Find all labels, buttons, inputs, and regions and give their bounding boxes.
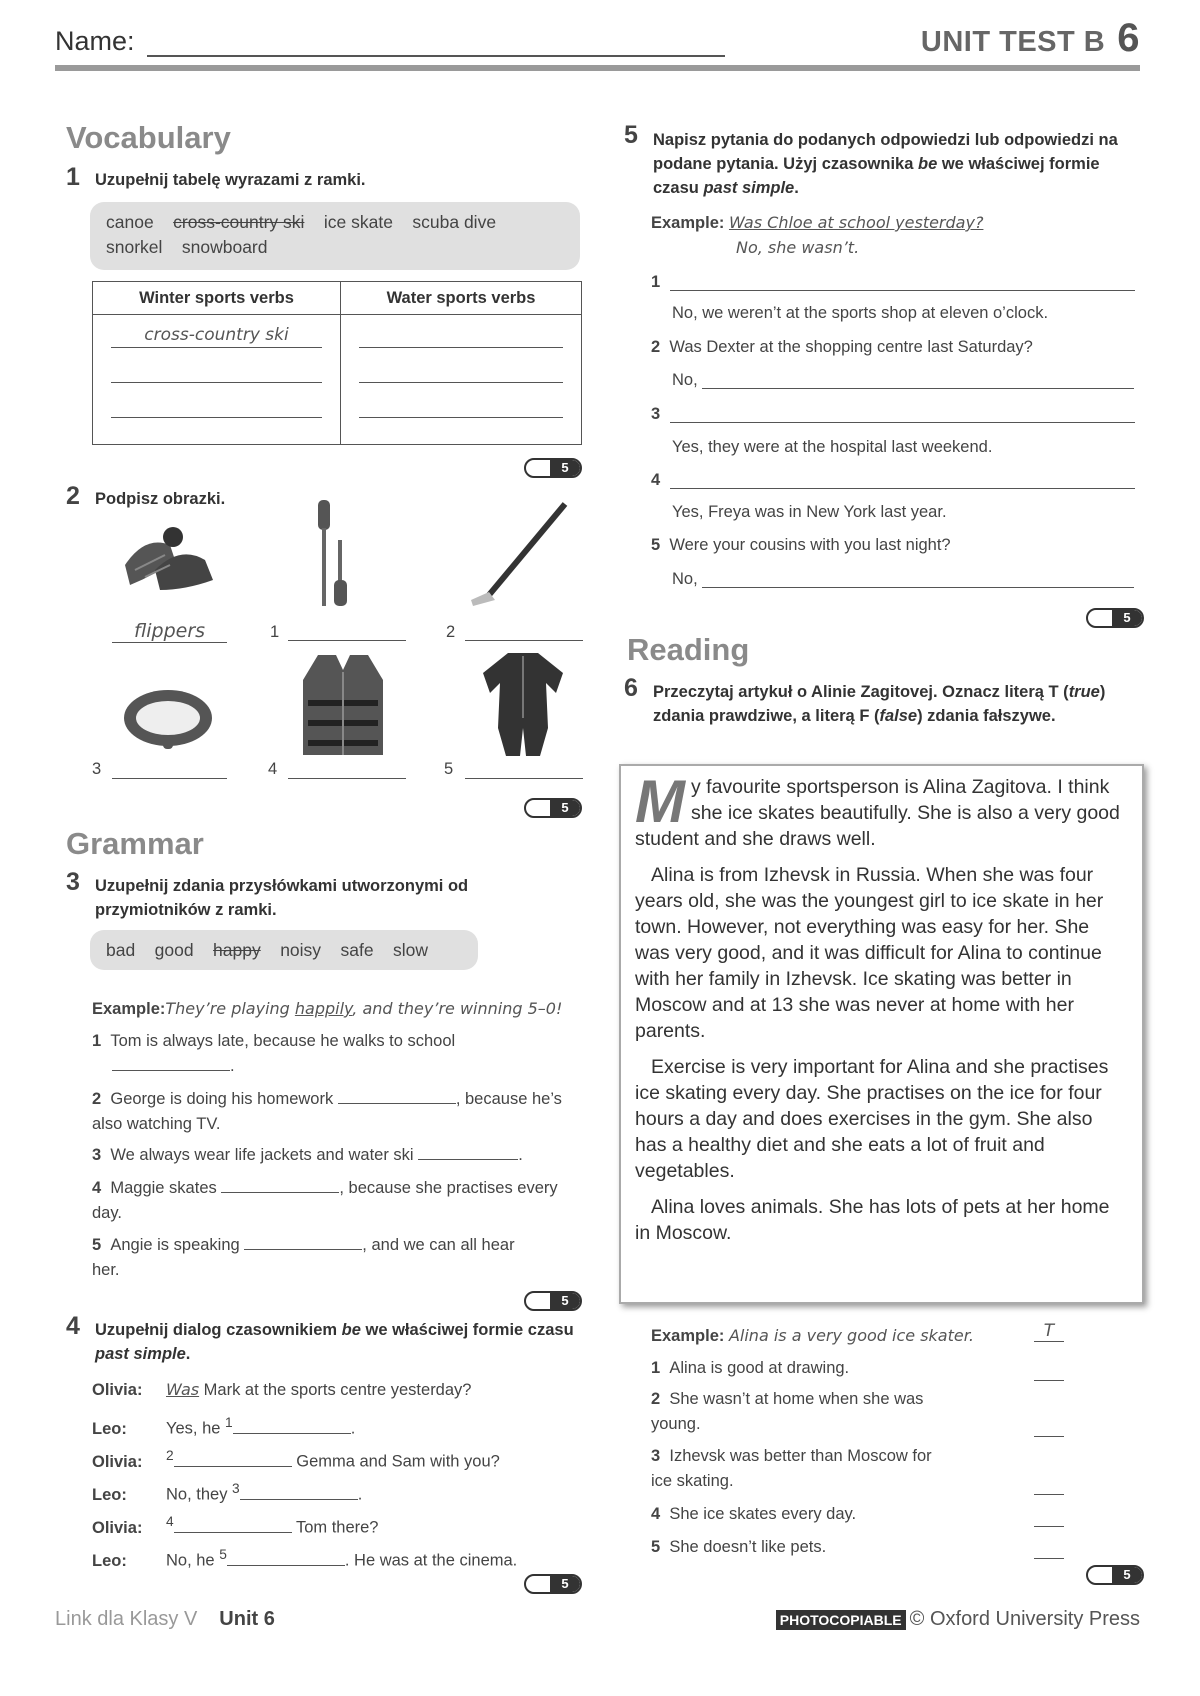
tf-example — [651, 1323, 974, 1349]
section-heading-grammar: Grammar — [66, 826, 204, 861]
hockey-stick-picture — [465, 500, 575, 610]
word-box — [90, 930, 478, 970]
dialog-text: . — [350, 1419, 356, 1438]
grammar-item — [92, 1176, 572, 1226]
answer-blank[interactable] — [418, 1143, 518, 1160]
item-text: She doesn’t like pets. — [669, 1538, 827, 1556]
answer-blank[interactable] — [112, 1054, 230, 1071]
article-paragraph — [635, 768, 1128, 852]
exercise-number: 5 — [624, 121, 638, 149]
picture-label: 4 — [268, 760, 278, 778]
word: snorkel — [106, 237, 163, 257]
dialog-text: Yes, he — [166, 1419, 226, 1438]
dialog-line — [92, 1509, 378, 1541]
item-text: , because he’s also watching TV. — [92, 1090, 562, 1133]
item-number: 2 — [651, 1390, 661, 1408]
item-text: George is doing his homework — [110, 1090, 334, 1108]
answer-line[interactable] — [670, 422, 1135, 423]
example-answer: Was Chloe at school yesterday? — [728, 213, 984, 232]
article-paragraph: Alina loves animals. She has lots of pets at her home in Moscow. — [635, 1196, 1110, 1244]
item-text: She ice skates every day. — [669, 1505, 857, 1523]
example-answer: Was — [166, 1380, 200, 1399]
tf-item — [651, 1356, 849, 1381]
item-number-text: 4 — [651, 471, 661, 489]
word: noisy — [280, 940, 322, 960]
answer-line[interactable] — [359, 325, 563, 348]
answer-line[interactable] — [359, 360, 563, 383]
answer-line[interactable] — [670, 290, 1135, 291]
instruction-text: ) zdania fałszywe. — [917, 707, 1056, 725]
answer-line[interactable] — [670, 488, 1135, 489]
instruction-text: Przeczytaj artykuł o Alinie Zagitovej. Oznacz literą T ( — [653, 683, 1069, 701]
test-title — [921, 16, 1140, 61]
item-number: 3 — [92, 1146, 102, 1164]
item-number — [651, 270, 660, 295]
item-number: 4 — [92, 1179, 102, 1197]
example-answer: happily — [294, 999, 353, 1018]
score-badge — [524, 458, 582, 478]
score-value: 5 — [550, 1576, 580, 1592]
picture-label: 3 — [92, 760, 102, 778]
answer-blank[interactable] — [174, 1450, 292, 1467]
instruction-text: . — [794, 179, 799, 197]
example-text: They’re playing — [165, 999, 295, 1018]
example-answer: flippers — [133, 620, 206, 642]
question-text: Were your cousins with you last night? — [669, 536, 951, 554]
answer-blank[interactable] — [233, 1417, 351, 1434]
speaker: Olivia: — [92, 1381, 143, 1399]
header-rule — [55, 65, 1140, 71]
wetsuit-picture — [478, 648, 568, 763]
item-text: . — [230, 1057, 235, 1075]
score-badge — [524, 798, 582, 818]
word: snowboard — [181, 237, 268, 257]
goggles-picture — [118, 680, 218, 760]
grammar-item — [92, 1233, 542, 1283]
speaker: Leo: — [92, 1551, 127, 1570]
exercise-instruction — [653, 128, 1143, 200]
item-number — [651, 402, 660, 427]
life-jacket-picture — [298, 650, 388, 760]
instruction-text: Uzupełnij dialog czasownikiem — [95, 1321, 342, 1339]
item-number: 5 — [651, 1538, 661, 1556]
score-value: 5 — [550, 1293, 580, 1309]
item-text: Izhevsk was better than Moscow for ice skating. — [651, 1447, 932, 1490]
item-number: 1 — [651, 1359, 661, 1377]
water-column — [341, 315, 582, 445]
dialog-text: No, he — [166, 1551, 220, 1570]
paragraph-text: y favourite sportsperson is Alina Zagitova. I think she ice skates beautifully. She is also a very good student and she draws well. — [635, 776, 1120, 850]
instruction-text: Napisz pytania do podanych odpowiedzi lub odpowiedzi na podane pytania. Użyj czasownika — [653, 131, 1118, 173]
exercise-instruction: Podpisz obrazki. — [95, 490, 226, 508]
dialog-line — [92, 1476, 362, 1508]
score-value: 5 — [1112, 1567, 1142, 1583]
article-paragraph: Alina is from Izhevsk in Russia. When she was four years old, she was the youngest girl to ice skate in her town. However, not everything was easy for her. She was very good, and it was difficult for Alina to continue with her family in Izhevsk. Ice skating was better in Moscow and at 13 she was never at home with her parents. — [635, 864, 1104, 1042]
answer-line[interactable] — [112, 620, 227, 643]
answer-blank[interactable] — [227, 1549, 345, 1566]
gap-number: 4 — [166, 1514, 174, 1529]
item-number: 3 — [651, 1447, 661, 1465]
dialog-line — [92, 1377, 471, 1403]
article-box — [619, 764, 1144, 1304]
tf-item — [651, 1444, 951, 1494]
no-prefix: No, — [672, 371, 698, 389]
answer-line[interactable] — [359, 395, 563, 418]
given-answer: Yes, Freya was in New York last year. — [672, 503, 947, 521]
column-header: Water sports verbs — [341, 282, 582, 315]
dialog-text: . He was at the cinema. — [344, 1551, 518, 1570]
answer-line[interactable] — [112, 778, 227, 779]
sports-verbs-table — [92, 281, 582, 445]
paddles-picture — [300, 500, 370, 610]
article-paragraph: Exercise is very important for Alina and she practises ice skating every day. She practises on the ice for four hours a day and does exercises in the gym. She also has a healthy diet and she eats a lot of fruit and vegetables. — [635, 1056, 1109, 1182]
word: good — [154, 940, 194, 960]
score-badge — [1086, 1565, 1144, 1585]
example-text: , and they’re winning 5–0! — [352, 999, 563, 1018]
given-answer: No, we weren’t at the sports shop at eleven o’clock. — [672, 304, 1049, 322]
word: safe — [340, 940, 374, 960]
instruction-text: past simple — [703, 179, 795, 197]
grammar-item — [92, 1087, 587, 1137]
word-used: cross-country ski — [173, 212, 305, 232]
answer-line[interactable] — [702, 587, 1134, 588]
column-header: Winter sports verbs — [93, 282, 341, 315]
answer-line[interactable] — [111, 325, 322, 348]
footer-course — [55, 1608, 275, 1631]
answer-line[interactable] — [288, 778, 406, 779]
footer-copyright — [776, 1608, 1140, 1631]
example-reply: No, she wasn’t. — [736, 238, 860, 257]
name-field[interactable] — [147, 55, 725, 57]
given-answer: Yes, they were at the hospital last weekend. — [672, 438, 993, 456]
exercise-number: 4 — [66, 1312, 80, 1340]
word: scuba dive — [412, 212, 497, 232]
exercise-number: 1 — [66, 163, 80, 191]
exercise-instruction: Uzupełnij tabelę wyrazami z ramki. — [95, 171, 366, 189]
drop-cap: M — [635, 768, 685, 835]
score-badge — [524, 1574, 582, 1594]
exercise-number: 3 — [66, 868, 80, 896]
tf-answer[interactable] — [1034, 1362, 1064, 1381]
exercise-instruction — [95, 1318, 585, 1366]
score-badge — [524, 1291, 582, 1311]
gap-number: 1 — [225, 1415, 233, 1430]
grammar-item — [92, 1143, 587, 1168]
word: canoe — [106, 212, 154, 232]
answer-line[interactable] — [111, 360, 322, 383]
answer-blank[interactable] — [338, 1087, 456, 1104]
speaker: Leo: — [92, 1419, 127, 1438]
word-box — [90, 202, 580, 270]
section-heading-reading: Reading — [627, 632, 750, 667]
answer-blank[interactable] — [240, 1483, 358, 1500]
unit-label: Unit 6 — [219, 1608, 275, 1630]
dialog-text: Mark at the sports centre yesterday? — [199, 1381, 472, 1399]
test-title-text: UNIT TEST B — [920, 26, 1106, 58]
item-number: 5 — [92, 1236, 102, 1254]
dialog-line — [92, 1410, 355, 1442]
answer-line[interactable] — [111, 395, 322, 418]
item-number — [651, 468, 660, 493]
instruction-text: false — [879, 707, 918, 725]
word: ice skate — [323, 212, 393, 232]
instruction-text: . — [185, 1345, 191, 1363]
exercise-instruction: Uzupełnij zdania przysłówkami utworzonymi od przymiotników z ramki. — [95, 877, 469, 919]
speaker: Olivia: — [92, 1518, 143, 1537]
dialog-text: . — [357, 1485, 363, 1504]
instruction-text: be — [341, 1321, 361, 1339]
picture-label: 1 — [270, 623, 280, 641]
score-value: 5 — [550, 460, 580, 476]
answer-blank[interactable] — [221, 1176, 339, 1193]
example-label: Example: — [651, 1327, 725, 1345]
exercise-number: 6 — [624, 674, 638, 702]
item-number-text: 3 — [651, 405, 661, 423]
item-text: . — [518, 1146, 523, 1164]
item-text: Alina is good at drawing. — [669, 1359, 850, 1377]
gap-number: 5 — [219, 1547, 227, 1562]
instruction-text: we właściwej formie czasu — [360, 1321, 574, 1339]
example-sentence — [92, 996, 592, 1022]
example-answer: T — [1034, 1321, 1064, 1342]
score-badge — [1086, 608, 1144, 628]
photocopiable-badge: PHOTOCOPIABLE — [776, 1610, 906, 1630]
given-question — [651, 533, 951, 558]
question-text: Was Dexter at the shopping centre last Saturday? — [669, 338, 1033, 356]
word: bad — [106, 940, 136, 960]
dialog-line — [92, 1542, 517, 1574]
item-text: Maggie skates — [110, 1179, 217, 1197]
gap-number: 3 — [232, 1481, 240, 1496]
word-used: happy — [213, 940, 261, 960]
winter-column — [93, 315, 341, 445]
tf-item — [651, 1535, 826, 1560]
item-text: We always wear life jackets and water ski — [110, 1146, 414, 1164]
picture-label: 5 — [444, 760, 454, 778]
copyright-text: © Oxford University Press — [909, 1608, 1140, 1630]
dialog-text: Gemma and Sam with you? — [291, 1452, 500, 1471]
answer-blank[interactable] — [174, 1516, 292, 1533]
item-number: 2 — [92, 1090, 102, 1108]
word: slow — [393, 940, 429, 960]
answer-line[interactable] — [288, 640, 406, 641]
score-value: 5 — [1112, 610, 1142, 626]
example-question — [651, 210, 983, 236]
instruction-text: we właściwej formie czasu — [653, 155, 1100, 197]
item-number: 4 — [651, 1505, 661, 1523]
speaker: Olivia: — [92, 1452, 143, 1471]
course-name: Link dla Klasy V — [55, 1608, 198, 1630]
flippers-picture — [115, 515, 225, 595]
example-label: Example: — [651, 214, 725, 232]
item-text: Angie is speaking — [110, 1236, 240, 1254]
tf-answer[interactable] — [1034, 1540, 1064, 1559]
answer-line[interactable] — [702, 388, 1134, 389]
instruction-text: past simple — [95, 1345, 186, 1363]
item-number-text: 2 — [651, 338, 661, 356]
item-text: , and we can all hear her. — [92, 1236, 515, 1279]
grammar-item — [92, 1029, 587, 1079]
dialog-text: No, they — [166, 1485, 233, 1504]
dialog-line — [92, 1443, 500, 1475]
instruction-text: true — [1068, 683, 1100, 701]
answer-blank[interactable] — [244, 1233, 362, 1250]
item-number-text: 5 — [651, 536, 661, 554]
example-text: Alina is a very good ice skater. — [728, 1326, 974, 1345]
dialog-text: Tom there? — [291, 1518, 379, 1537]
exercise-number: 2 — [66, 482, 80, 510]
no-prefix: No, — [672, 570, 698, 588]
given-question — [651, 335, 1033, 360]
exercise-instruction — [653, 680, 1123, 728]
item-number: 1 — [92, 1032, 102, 1050]
picture-label: 2 — [446, 623, 456, 641]
example-answer: cross-country ski — [144, 325, 289, 345]
tf-answer[interactable] — [1034, 1476, 1064, 1495]
instruction-text: ) zdania prawdziwe, a literą F ( — [653, 683, 1106, 725]
name-label: Name: — [55, 26, 135, 56]
answer-line[interactable] — [465, 640, 583, 641]
item-text: Tom is always late, because he walks to school — [110, 1032, 456, 1050]
tf-item — [651, 1502, 856, 1527]
unit-number: 6 — [1117, 16, 1140, 60]
tf-answer[interactable] — [1034, 1508, 1064, 1527]
item-text: She wasn’t at home when she was young. — [651, 1390, 924, 1433]
tf-answer[interactable] — [1034, 1418, 1064, 1437]
score-value: 5 — [550, 800, 580, 816]
tf-item — [651, 1387, 931, 1437]
answer-line[interactable] — [465, 778, 583, 779]
section-heading-vocabulary: Vocabulary — [66, 120, 231, 155]
instruction-text: be — [918, 155, 938, 173]
item-text: , because she practises every day. — [92, 1179, 558, 1222]
gap-number: 2 — [166, 1448, 174, 1463]
example-label: Example: — [92, 1000, 166, 1018]
speaker: Leo: — [92, 1485, 127, 1504]
item-number-text: 1 — [651, 273, 661, 291]
